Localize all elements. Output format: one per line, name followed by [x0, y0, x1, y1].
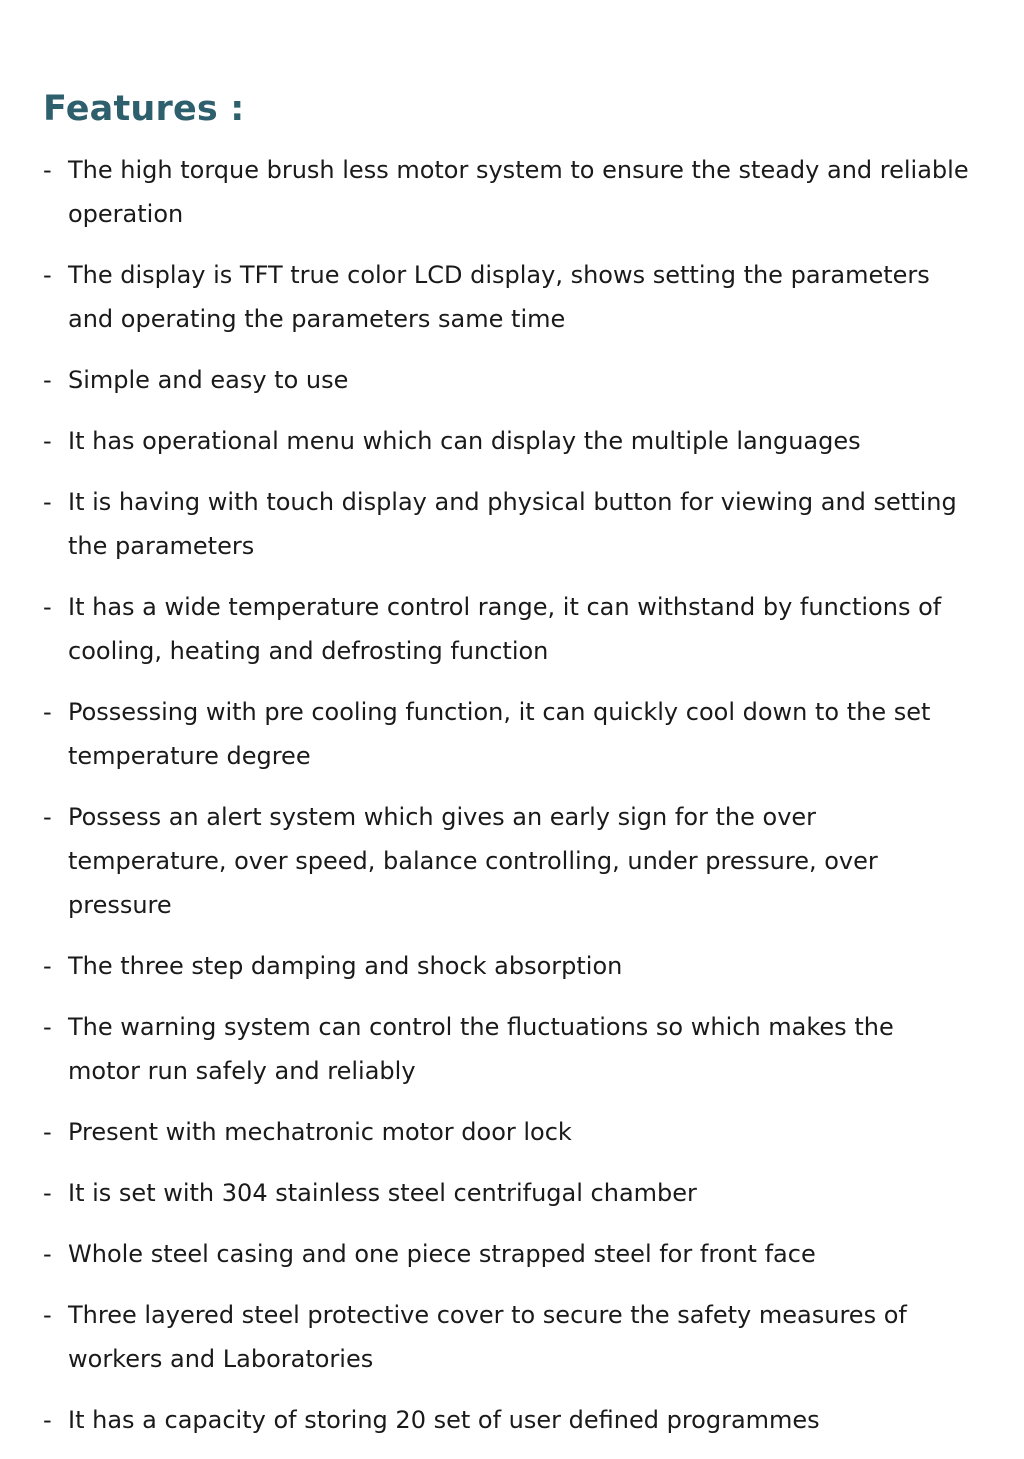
feature-item — [43, 795, 973, 927]
bullet-dash: - — [43, 1301, 52, 1329]
feature-item — [43, 1232, 973, 1276]
feature-text: It has a capacity of storing 20 set of user defined programmes — [68, 1406, 820, 1434]
feature-text: Three layered steel protective cover to secure the safety measures of workers and Laboratories — [68, 1301, 907, 1373]
features-heading: Features : — [43, 89, 245, 129]
feature-text: It is having with touch display and physical button for viewing and setting the parameters — [68, 488, 957, 560]
bullet-dash: - — [43, 488, 52, 516]
feature-text: The high torque brush less motor system to ensure the steady and reliable operation — [68, 156, 969, 228]
feature-item — [43, 1398, 973, 1442]
feature-text: The display is TFT true color LCD display, shows setting the parameters and operating the parameters same time — [68, 261, 930, 333]
bullet-dash: - — [43, 803, 52, 831]
feature-text: Present with mechatronic motor door lock — [68, 1118, 572, 1146]
feature-item — [43, 358, 973, 402]
feature-item — [43, 253, 973, 341]
bullet-dash: - — [43, 1240, 52, 1268]
feature-item — [43, 1110, 973, 1154]
bullet-dash: - — [43, 698, 52, 726]
bullet-dash: - — [43, 366, 52, 394]
feature-text: The warning system can control the fluctuations so which makes the motor run safely and reliably — [68, 1013, 894, 1085]
bullet-dash: - — [43, 1179, 52, 1207]
feature-item — [43, 480, 973, 568]
bullet-dash: - — [43, 952, 52, 980]
bullet-dash: - — [43, 1013, 52, 1041]
features-list — [43, 148, 973, 1459]
feature-text: The three step damping and shock absorption — [68, 952, 623, 980]
feature-text: Whole steel casing and one piece strapped steel for front face — [68, 1240, 816, 1268]
feature-text: Simple and easy to use — [68, 366, 349, 394]
bullet-dash: - — [43, 593, 52, 621]
feature-item — [43, 1171, 973, 1215]
feature-text: It has a wide temperature control range, it can withstand by functions of cooling, heating and defrosting function — [68, 593, 942, 665]
feature-item — [43, 690, 973, 778]
bullet-dash: - — [43, 156, 52, 184]
feature-item — [43, 1005, 973, 1093]
feature-item — [43, 419, 973, 463]
feature-item — [43, 1293, 973, 1381]
feature-item — [43, 148, 973, 236]
bullet-dash: - — [43, 427, 52, 455]
bullet-dash: - — [43, 261, 52, 289]
feature-text: It is set with 304 stainless steel centrifugal chamber — [68, 1179, 697, 1207]
bullet-dash: - — [43, 1406, 52, 1434]
feature-text: Possess an alert system which gives an early sign for the over temperature, over speed, balance controlling, under pressure, over pressure — [68, 803, 878, 919]
feature-text: It has operational menu which can display the multiple languages — [68, 427, 861, 455]
bullet-dash: - — [43, 1118, 52, 1146]
feature-item — [43, 944, 973, 988]
feature-item — [43, 585, 973, 673]
feature-text: Possessing with pre cooling function, it can quickly cool down to the set temperature degree — [68, 698, 931, 770]
